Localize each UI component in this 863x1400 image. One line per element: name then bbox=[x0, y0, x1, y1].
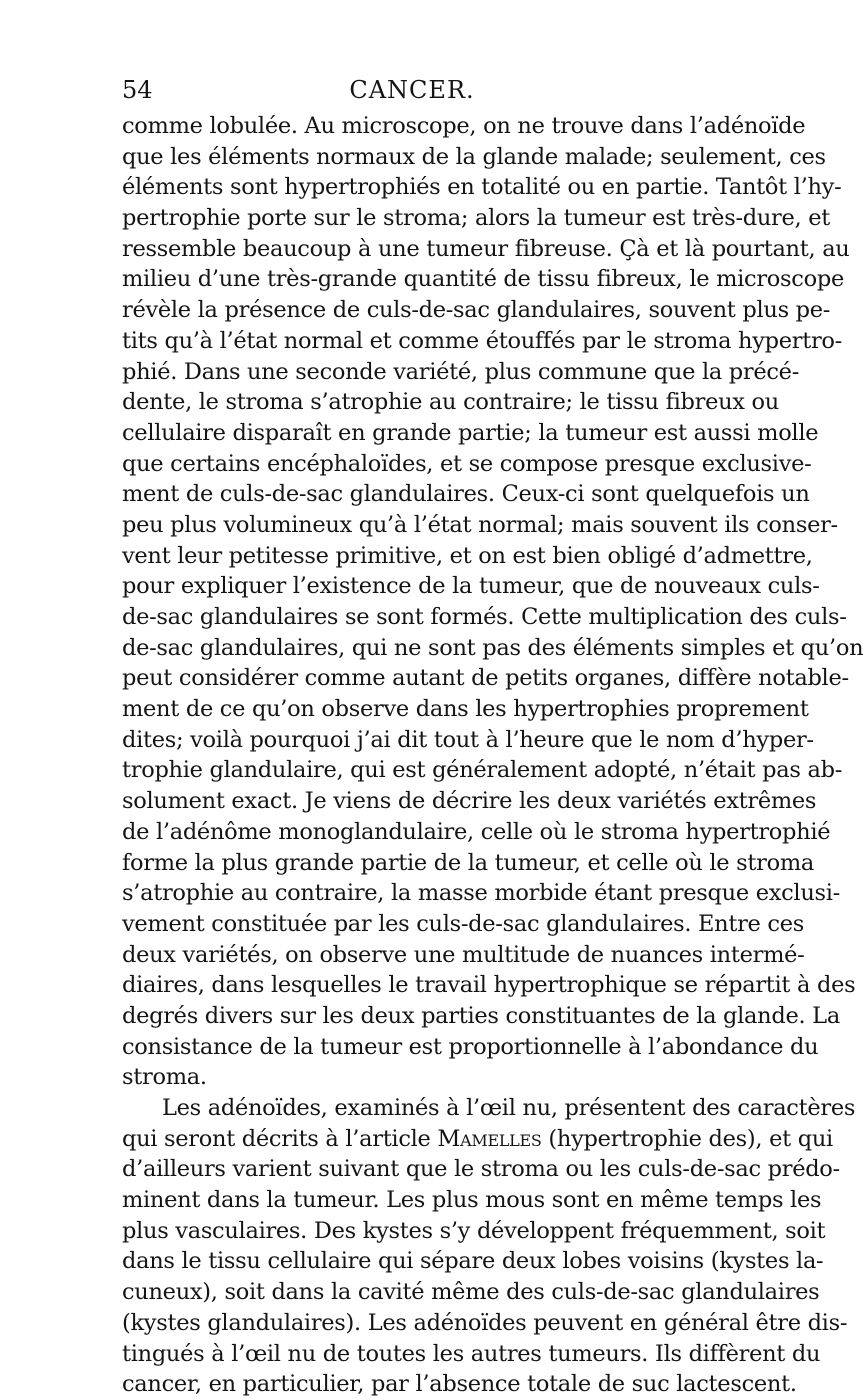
text-line: s’atrophie au contraire, la masse morbide étant presque exclusi- bbox=[122, 880, 840, 907]
text-line: tingués à l’œil nu de toutes les autres tumeurs. Ils diffèrent du bbox=[122, 1340, 821, 1367]
text-line: tits qu’à l’état normal et comme étouffés par le stroma hypertro- bbox=[122, 327, 842, 354]
text-line: dites; voilà pourquoi j’ai dit tout à l’heure que le nom d’hyper- bbox=[122, 726, 814, 753]
paragraph-1 bbox=[122, 111, 863, 1093]
text-line: comme lobulée. Au microscope, on ne trouve dans l’adénoïde bbox=[122, 113, 806, 139]
text-line: degrés divers sur les deux parties constituantes de la glande. La bbox=[122, 1002, 840, 1029]
paragraph-2 bbox=[122, 1093, 856, 1400]
text-line: stroma. bbox=[122, 1064, 207, 1091]
text-line: forme la plus grande partie de la tumeur, et celle où le stroma bbox=[122, 849, 814, 876]
text-line: d’ailleurs varient suivant que le stroma ou les culs-de-sac prédo- bbox=[122, 1156, 840, 1183]
text-line: minent dans la tumeur. Les plus mous sont en même temps les bbox=[122, 1187, 822, 1214]
text-line: de-sac glandulaires se sont formés. Cette multiplication des culs- bbox=[122, 604, 847, 630]
text-line: que les éléments normaux de la glande malade; seulement, ces bbox=[122, 143, 826, 170]
article-reference: Mamelles bbox=[437, 1125, 542, 1152]
text-line: pertrophie porte sur le stroma; alors la tumeur est très-dure, et bbox=[122, 205, 830, 232]
text-line: de l’adénôme monoglandulaire, celle où le stroma hypertrophié bbox=[122, 818, 831, 845]
text-line: (kystes glandulaires). Les adénoïdes peuvent en général être dis- bbox=[122, 1309, 848, 1336]
text-line: peut considérer comme autant de petits organes, diffère notable- bbox=[122, 665, 849, 692]
text-line: Les adénoïdes, examinés à l’œil nu, présentent des caractères bbox=[162, 1095, 856, 1121]
text-line: révèle la présence de culs-de-sac glandulaires, souvent plus pe- bbox=[122, 297, 831, 324]
text-line: vement constituée par les culs-de-sac glandulaires. Entre ces bbox=[122, 910, 804, 937]
text-line: diaires, dans lesquelles le travail hypertrophique se répartit à des bbox=[122, 972, 856, 999]
text-line: ressemble beaucoup à une tumeur fibreuse. Çà et là pourtant, au bbox=[122, 235, 850, 262]
text-line: pour expliquer l’existence de la tumeur, que de nouveaux culs- bbox=[122, 573, 820, 600]
text-line: phié. Dans une seconde variété, plus commune que la précé- bbox=[122, 358, 800, 385]
text-line: dente, le stroma s’atrophie au contraire; le tissu fibreux ou bbox=[122, 389, 779, 416]
text-line: solument exact. Je viens de décrire les deux variétés extrêmes bbox=[122, 788, 817, 815]
body-text bbox=[122, 111, 863, 1400]
text-line: ment de culs-de-sac glandulaires. Ceux-ci sont quelquefois un bbox=[122, 481, 810, 508]
page-number: 54 bbox=[122, 76, 153, 104]
text-line: de-sac glandulaires, qui ne sont pas des éléments simples et qu’on bbox=[122, 634, 863, 661]
text-line: éléments sont hypertrophiés en totalité ou en partie. Tantôt l’hy- bbox=[122, 174, 842, 201]
text-line: que certains encéphaloïdes, et se compose presque exclusive- bbox=[122, 450, 812, 477]
running-title: CANCER. bbox=[349, 76, 475, 104]
text-line: cellulaire disparaît en grande partie; la tumeur est aussi molle bbox=[122, 419, 819, 446]
text-line: milieu d’une très-grande quantité de tissu fibreux, le microscope bbox=[122, 266, 844, 293]
text-line-with-reference bbox=[122, 1124, 833, 1155]
text-fragment: (hypertrophie des), et qui bbox=[541, 1125, 833, 1152]
text-line: dans le tissu cellulaire qui sépare deux lobes voisins (kystes la- bbox=[122, 1248, 824, 1275]
page-header bbox=[122, 76, 702, 108]
text-line: peu plus volumineux qu’à l’état normal; mais souvent ils conser- bbox=[122, 511, 838, 538]
text-line: cuneux), soit dans la cavité même des culs-de-sac glandulaires bbox=[122, 1279, 820, 1306]
text-line: vent leur petitesse primitive, et on est bien obligé d’admettre, bbox=[122, 542, 813, 569]
text-fragment: qui seront décrits à l’article bbox=[122, 1125, 438, 1152]
text-line: consistance de la tumeur est proportionnelle à l’abondance du bbox=[122, 1033, 819, 1060]
text-line: trophie glandulaire, qui est généralement adopté, n’était pas ab- bbox=[122, 757, 842, 784]
text-line: deux variétés, on observe une multitude de nuances intermé- bbox=[122, 941, 805, 968]
text-line: plus vasculaires. Des kystes s’y développent fréquemment, soit bbox=[122, 1217, 826, 1244]
text-line: cancer, en particulier, par l’absence totale de suc lactescent. bbox=[122, 1371, 797, 1398]
text-line: ment de ce qu’on observe dans les hypertrophies proprement bbox=[122, 696, 809, 723]
